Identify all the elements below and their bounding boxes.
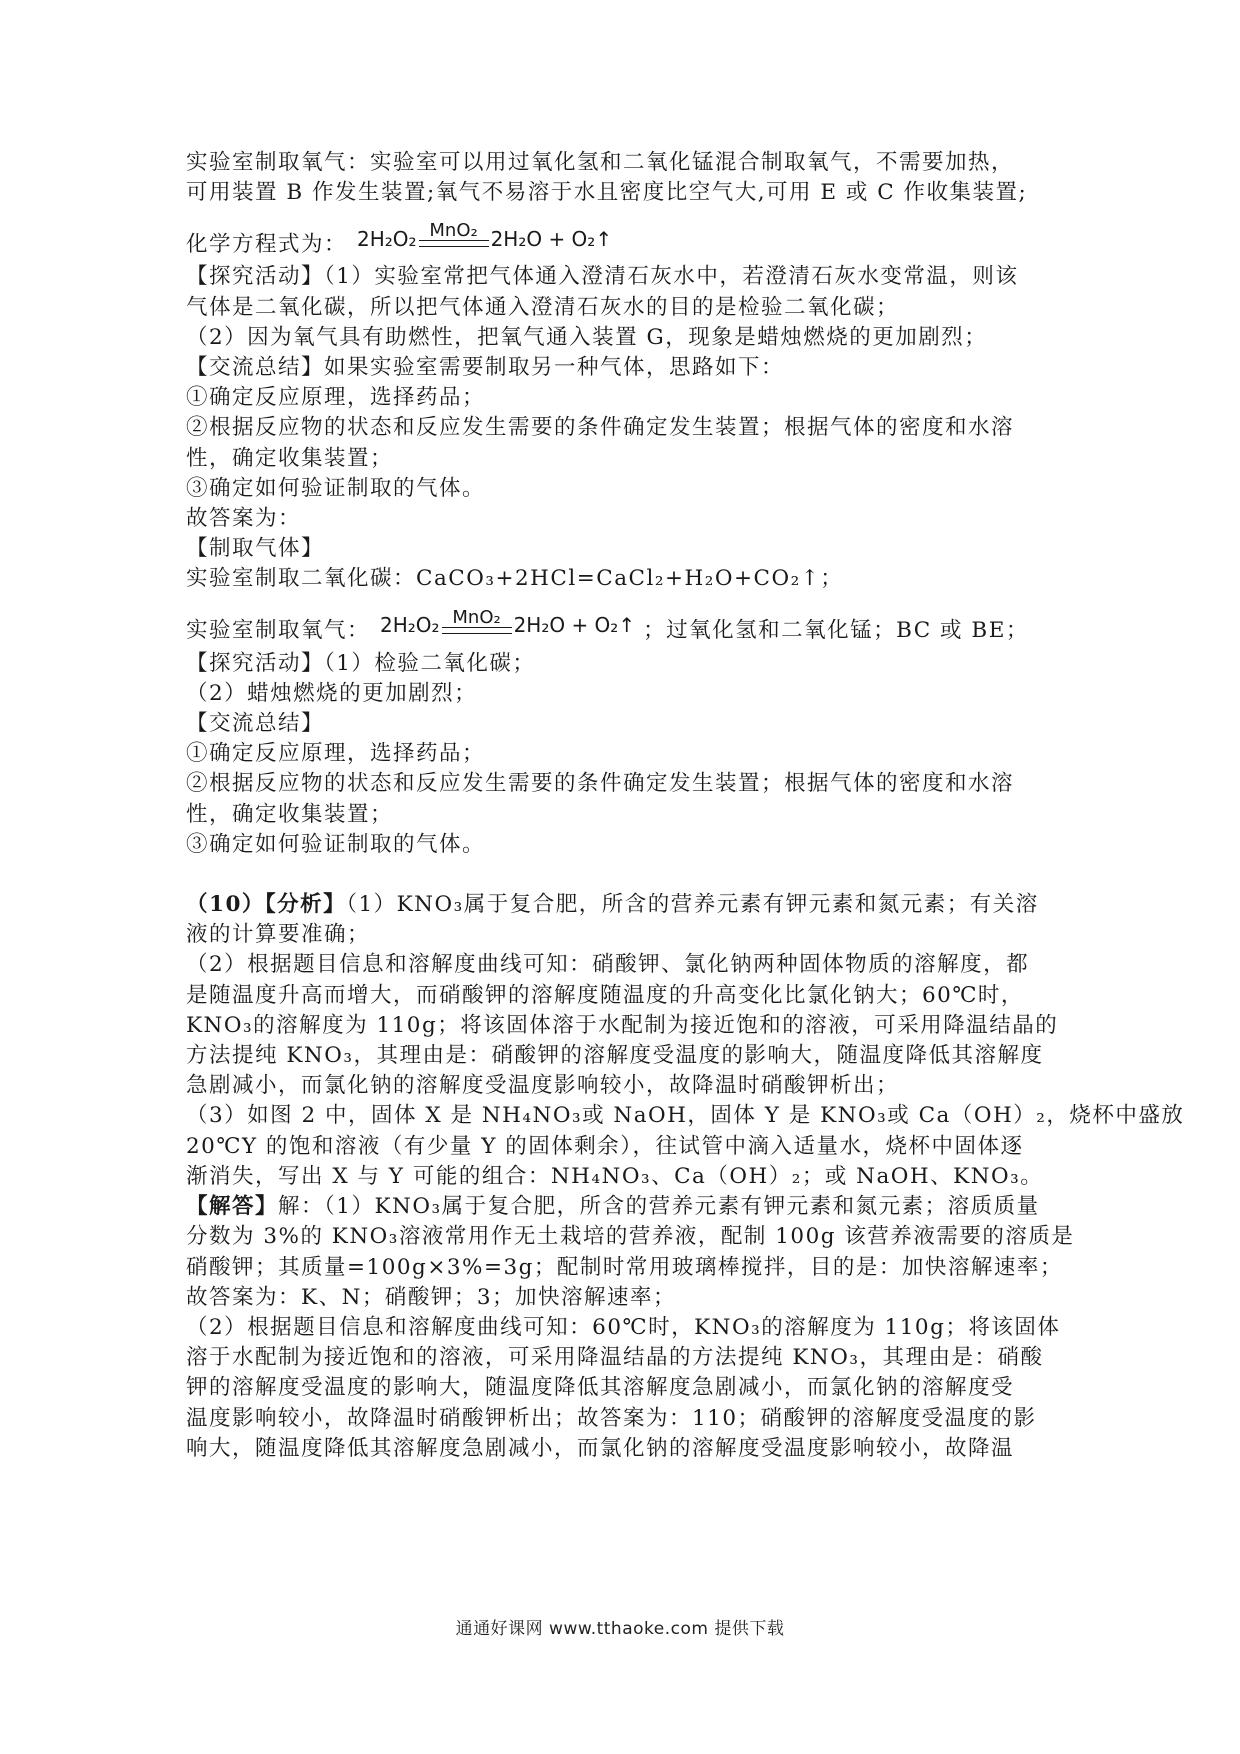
answer-text: 解：（1）KNO₃属于复合肥，所含的营养元素有钾元素和氮元素；溶质质量 — [278, 1194, 1040, 1220]
text-line: ③确定如何验证制取的气体。 — [186, 831, 486, 857]
equals-double-line — [442, 627, 512, 634]
question-number: （10） — [186, 892, 265, 918]
analysis-paragraph — [186, 920, 1185, 1192]
text-line: （3）如图 2 中，固体 X 是 NH₄NO₃或 NaOH，固体 Y 是 KNO₃或 Ca（OH）₂，烧杯中盛放 — [186, 1103, 1185, 1129]
page-footer: 通通好课网 www.tthaoke.com 提供下载 — [455, 1619, 785, 1639]
text-line: 【制取气体】 — [186, 536, 325, 562]
analysis-text: （1）KNO₃属于复合肥，所含的营养元素有钾元素和氮元素；有关溶 — [346, 892, 1039, 918]
text-line: 分数为 3%的 KNO₃溶液常用作无土栽培的营养液，配制 100g 该营养液需要的溶质是 — [186, 1224, 1075, 1250]
text-line: 性，确定收集装置； — [186, 801, 394, 827]
reaction-condition — [419, 222, 489, 254]
equation-reactant: 2H₂O₂ — [380, 613, 440, 638]
text-line: KNO₃的溶解度为 110g；将该固体溶于水配制为接近饱和的溶液，可采用降温结晶的 — [186, 1012, 1059, 1038]
document-body — [186, 148, 1185, 1464]
text-line: ③确定如何验证制取的气体。 — [186, 475, 486, 501]
text-line: 故答案为：K、N；硝酸钾；3；加快溶解速率； — [186, 1284, 677, 1310]
paragraph-gap — [186, 860, 1066, 890]
text-line: 【交流总结】 — [186, 711, 325, 737]
activity-summary-paragraph — [186, 262, 1066, 594]
oxygen-prep-paragraph — [186, 148, 1066, 208]
text-line: 温度影响较小，故降温时硝酸钾析出；故答案为：110；硝酸钾的溶解度受温度的影 — [186, 1405, 1037, 1431]
chemical-equation-1 — [357, 222, 612, 254]
text-line: 溶于水配制为接近饱和的溶液，可采用降温结晶的方法提纯 KNO₃，其理由是：硝酸 — [186, 1345, 1044, 1371]
text-line: 故答案为： — [186, 506, 302, 532]
analysis-tag: 【分析】 — [264, 892, 347, 918]
answer-heading-line — [186, 1192, 1066, 1222]
equation-product: 2H₂O + O₂↑ — [490, 227, 613, 252]
answer-paragraph — [186, 1222, 1075, 1464]
text-line: 实验室制取二氧化碳：CaCO₃+2HCl=CaCl₂+H₂O+CO₂↑； — [186, 566, 844, 592]
answer-summary-paragraph — [186, 649, 1066, 860]
equation-line-1 — [186, 208, 1066, 262]
text-line: 液的计算要准确； — [186, 922, 371, 948]
text-line: 急剧减小，而氯化钠的溶解度受温度影响较小，故降温时硝酸钾析出； — [186, 1073, 900, 1099]
equals-double-line — [419, 240, 489, 247]
text-line: 性，确定收集装置； — [186, 445, 394, 471]
text-line: 【探究活动】（1）实验室常把气体通入澄清石灰水中，若澄清石灰水变常温，则该 — [186, 264, 1019, 290]
text-line: 实验室制取氧气：实验室可以用过氧化氢和二氧化锰混合制取氧气，不需要加热， — [186, 150, 1015, 175]
reaction-condition — [442, 606, 512, 641]
text-line: 响大，随温度降低其溶解度急剧减小，而氯化钠的溶解度受温度影响较小，故降温 — [186, 1435, 1015, 1461]
text-line: （2）因为氧气具有助燃性，把氧气通入装置 G，现象是蜡烛燃烧的更加剧烈； — [186, 324, 988, 350]
equation-reactant: 2H₂O₂ — [357, 227, 417, 252]
text-line: ①确定反应原理，选择药品； — [186, 385, 486, 411]
text-line: 20℃Y 的饱和溶液（有少量 Y 的固体剩余），往试管中滴入适量水，烧杯中固体逐 — [186, 1133, 1024, 1159]
text-line: （2）根据题目信息和溶解度曲线可知：硝酸钾、氯化钠两种固体物质的溶解度，都 — [186, 952, 1030, 978]
equation-trailing-text: ；过氧化氢和二氧化锰；BC 或 BE； — [643, 618, 1029, 644]
text-line: 气体是二氧化碳，所以把气体通入澄清石灰水的目的是检验二氧化碳； — [186, 294, 900, 320]
text-line: ①确定反应原理，选择药品； — [186, 741, 486, 767]
chemical-equation-2 — [380, 606, 636, 641]
q10-heading-line — [186, 890, 1066, 920]
equation-label: 化学方程式为： — [186, 232, 348, 258]
text-line: 硝酸钾；其质量=100g×3%=3g；配制时常用玻璃棒搅拌，目的是：加快溶解速率； — [186, 1254, 1063, 1280]
text-line: 渐消失，写出 X 与 Y 可能的组合：NH₄NO₃、Ca（OH）₂；或 NaOH、KNO₃。 — [186, 1163, 1044, 1189]
text-line: 钾的溶解度受温度的影响大，随温度降低其溶解度急剧减小，而氯化钠的溶解度受 — [186, 1375, 1015, 1401]
text-line: 【探究活动】（1）检验二氧化碳； — [186, 650, 536, 676]
text-line: ②根据反应物的状态和反应发生需要的条件确定发生装置；根据气体的密度和水溶 — [186, 415, 1015, 441]
text-line: ②根据反应物的状态和反应发生需要的条件确定发生装置；根据气体的密度和水溶 — [186, 771, 1015, 797]
text-line: 【交流总结】如果实验室需要制取另一种气体，思路如下： — [186, 355, 785, 381]
text-line: （2）蜡烛燃烧的更加剧烈； — [186, 680, 478, 706]
text-line: 可用装置 B 作发生装置;氧气不易溶于水且密度比空气大,可用 E 或 C 作收集装置; — [186, 180, 1028, 206]
text-line: 方法提纯 KNO₃，其理由是：硝酸钾的溶解度受温度的影响大，随温度降低其溶解度 — [186, 1043, 1044, 1069]
text-line: （2）根据题目信息和溶解度曲线可知：60℃时，KNO₃的溶解度为 110g；将该固体 — [186, 1314, 1061, 1340]
answer-tag: 【解答】 — [186, 1194, 279, 1220]
equation-line-2 — [186, 595, 1066, 649]
catalyst-label: MnO₂ — [429, 220, 478, 242]
catalyst-label: MnO₂ — [452, 606, 501, 628]
equation-product: 2H₂O + O₂↑ — [513, 613, 636, 638]
equation-label: 实验室制取氧气： — [186, 618, 371, 644]
text-line: 是随温度升高而增大，而硝酸钾的溶解度随温度的升高变化比氯化钠大；60℃时， — [186, 982, 1024, 1008]
